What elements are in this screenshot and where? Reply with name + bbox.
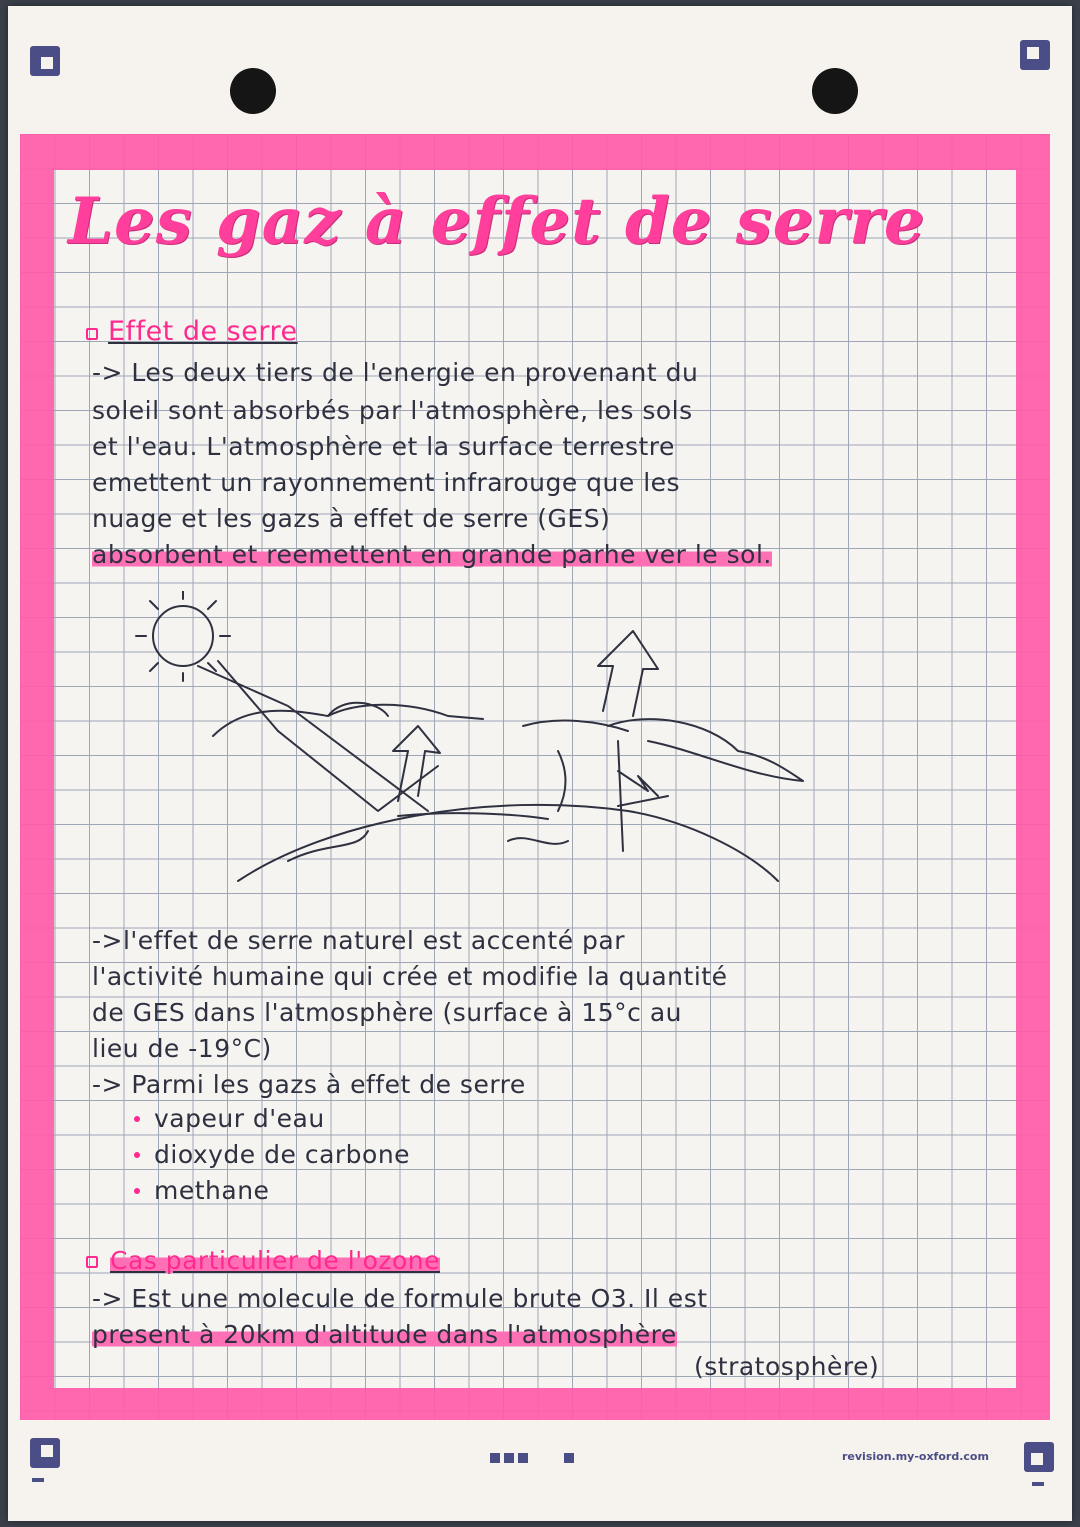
- paragraph-line: de GES dans l'atmosphère (surface à 15°c au: [92, 998, 682, 1027]
- paragraph-line-highlighted: present à 20km d'altitude dans l'atmosphère: [92, 1320, 677, 1349]
- footer-mark: [564, 1453, 574, 1463]
- paragraph-line: -> Les deux tiers de l'energie en provenant du: [92, 358, 699, 387]
- list-item: vapeur d'eau: [154, 1104, 325, 1133]
- footer-mark: [490, 1453, 500, 1463]
- paragraph-line: nuage et les gazs à effet de serre (GES): [92, 504, 611, 533]
- checkbox-bullet-icon: [86, 328, 98, 340]
- paragraph-line: ->l'effet de serre naturel est accenté par: [92, 926, 625, 955]
- list-item: dioxyde de carbone: [154, 1140, 411, 1169]
- paragraph-line-highlighted: absorbent et reemettent en grande parhe ver le sol.: [92, 540, 772, 569]
- paragraph-line: l'activité humaine qui crée et modifie la quantité: [92, 962, 728, 991]
- bullet-dot-icon: [134, 1116, 140, 1122]
- paragraph-line: emettent un rayonnement infrarouge que les: [92, 468, 681, 497]
- corner-dash: [1032, 1482, 1044, 1486]
- footer-mark: [518, 1453, 528, 1463]
- paragraph-line: (stratosphère): [694, 1352, 880, 1381]
- section-heading-ozone: Cas particulier de l'ozone: [110, 1246, 441, 1275]
- greenhouse-effect-diagram: [128, 591, 828, 891]
- notebook-page: [8, 6, 1072, 1521]
- bullet-dot-icon: [134, 1188, 140, 1194]
- section-heading-effet-de-serre: Effet de serre: [108, 316, 298, 347]
- punch-hole: [230, 68, 276, 114]
- page-title: Les gaz à effet de serre: [68, 184, 926, 259]
- corner-mark-icon: [30, 46, 60, 76]
- footer-url: revision.my-oxford.com: [842, 1450, 989, 1463]
- punch-hole: [812, 68, 858, 114]
- corner-mark-icon: [1024, 1442, 1054, 1472]
- list-item: methane: [154, 1176, 270, 1205]
- corner-mark-icon: [1020, 40, 1050, 70]
- sun-icon: [136, 591, 230, 681]
- corner-dash: [32, 1478, 44, 1482]
- paragraph-line: lieu de -19°C): [92, 1034, 272, 1063]
- paragraph-line: -> Est une molecule de formule brute O3. Il est: [92, 1284, 708, 1313]
- checkbox-bullet-icon: [86, 1256, 98, 1268]
- footer-mark: [504, 1453, 514, 1463]
- bullet-dot-icon: [134, 1152, 140, 1158]
- paragraph-line: soleil sont absorbés par l'atmosphère, les sols: [92, 396, 693, 425]
- paragraph-line: et l'eau. L'atmosphère et la surface terrestre: [92, 432, 675, 461]
- list-intro: -> Parmi les gazs à effet de serre: [92, 1070, 526, 1099]
- corner-mark-icon: [30, 1438, 60, 1468]
